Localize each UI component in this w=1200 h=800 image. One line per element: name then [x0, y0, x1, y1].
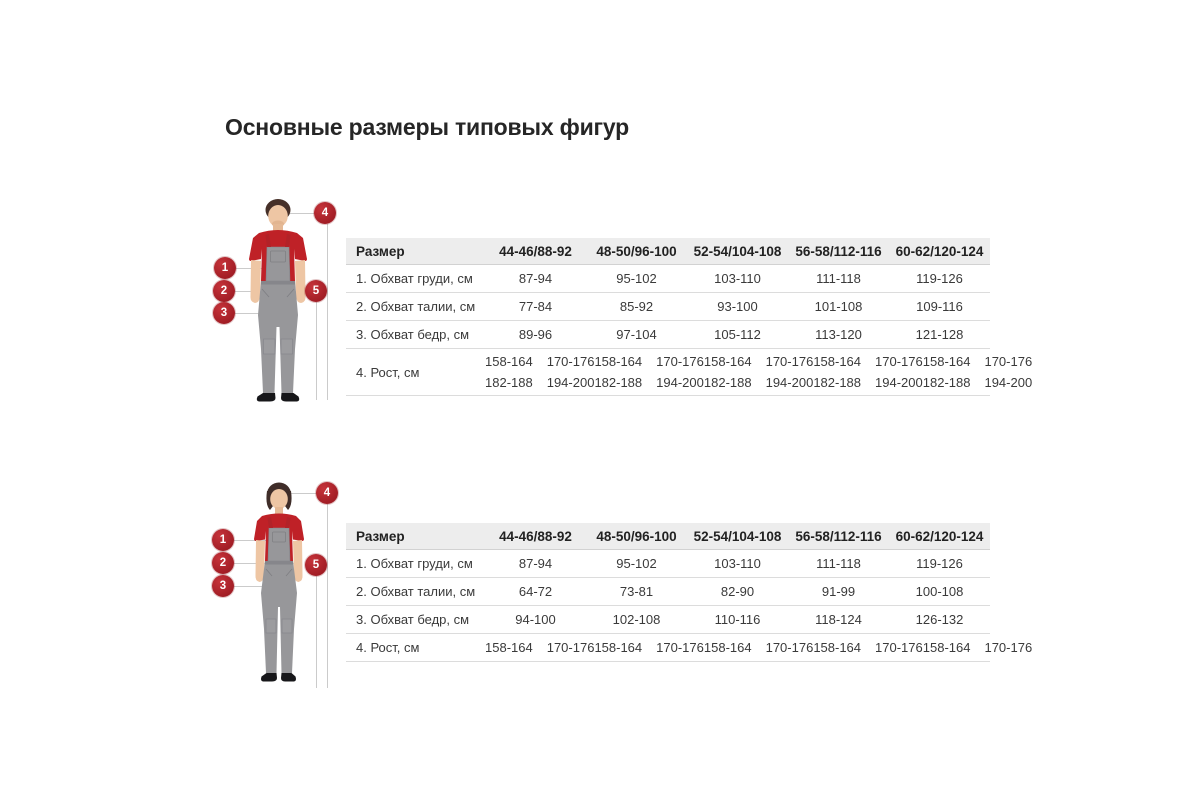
table-row: [346, 606, 990, 634]
row-label: 3. Обхват бедр, см: [356, 327, 470, 342]
marker-3-female-label: 3: [219, 580, 227, 592]
size-table-female: [346, 523, 1033, 662]
table-cell: 73-81: [619, 584, 654, 599]
table-cell: 105-112: [714, 327, 761, 342]
table-cell: 119-126: [916, 556, 963, 571]
table-cell: 111-118: [816, 556, 861, 571]
table-cell: 91-99: [821, 584, 856, 599]
table-cell: 111-118: [816, 271, 861, 286]
table-cell: 95-102: [616, 271, 657, 286]
row-label: 1. Обхват груди, см: [356, 556, 473, 571]
table-cell: 87-94: [518, 556, 553, 571]
marker-1-female: [212, 529, 234, 551]
marker-1-male-label: 1: [221, 262, 229, 274]
marker-5-male-label: 5: [312, 285, 320, 297]
size-table-male: [346, 238, 1033, 396]
table-row: [346, 578, 990, 606]
table-cell: 158-164 170-176 182-188 194-200: [813, 354, 923, 390]
marker-2-male: [213, 280, 235, 302]
table-row: [346, 550, 990, 578]
column-header: 48-50/96-100: [596, 528, 677, 544]
measure-line-height-vertical-male: [327, 224, 328, 400]
table-cell: 77-84: [518, 299, 553, 314]
marker-2-female: [212, 552, 234, 574]
table-row: [346, 321, 990, 349]
row-label: 4. Рост, см: [356, 364, 420, 380]
size-table-male-header: [346, 238, 990, 265]
marker-4-female-label: 4: [323, 487, 331, 499]
table-cell: 158-164 170-176: [703, 640, 814, 655]
table-cell: 85-92: [619, 299, 654, 314]
marker-2-male-label: 2: [220, 285, 228, 297]
table-cell: 103-110: [714, 271, 761, 286]
column-header: 60-62/120-124: [895, 243, 984, 259]
table-cell: 121-128: [915, 327, 964, 342]
table-cell: 100-108: [915, 584, 964, 599]
marker-3-female: [212, 575, 234, 597]
table-cell: 94-100: [515, 612, 556, 627]
table-row: [346, 634, 1033, 662]
marker-5-female: [305, 554, 327, 576]
table-row: [346, 293, 990, 321]
table-cell: 113-120: [815, 327, 862, 342]
table-cell: 158-164 170-176: [922, 640, 1033, 655]
column-header: 60-62/120-124: [895, 528, 984, 544]
female-figure-illustration: [239, 481, 319, 683]
size-table-female-header: [346, 523, 990, 550]
row-label: 4. Рост, см: [356, 640, 420, 655]
table-cell: 87-94: [518, 271, 553, 286]
row-label: 2. Обхват талии, см: [356, 299, 476, 314]
table-cell: 93-100: [717, 299, 758, 314]
marker-4-male: [314, 202, 336, 224]
marker-1-female-label: 1: [219, 534, 227, 546]
table-cell: 95-102: [616, 556, 657, 571]
table-cell: 126-132: [915, 612, 964, 627]
table-cell: 109-116: [916, 299, 963, 314]
column-header: Размер: [356, 528, 405, 544]
table-cell: 103-110: [714, 556, 761, 571]
column-header: 56-58/112-116: [795, 243, 882, 259]
column-header: 56-58/112-116: [795, 528, 882, 544]
table-cell: 158-164 170-176 182-188 194-200: [485, 354, 595, 390]
table-cell: 158-164 170-176 182-188 194-200: [703, 354, 814, 390]
marker-3-male: [213, 302, 235, 324]
table-row: [346, 265, 990, 293]
column-header: Размер: [356, 243, 405, 259]
marker-4-male-label: 4: [321, 207, 329, 219]
table-cell: 118-124: [815, 612, 862, 627]
measure-line-height-vertical-female: [327, 504, 328, 688]
table-cell: 82-90: [720, 584, 755, 599]
table-cell: 158-164 170-176: [594, 640, 704, 655]
column-header: 44-46/88-92: [499, 243, 572, 259]
table-cell: 110-116: [714, 612, 761, 627]
table-cell: 64-72: [518, 584, 553, 599]
column-header: 48-50/96-100: [596, 243, 677, 259]
page-title: Основные размеры типовых фигур: [225, 114, 630, 140]
column-header: 44-46/88-92: [499, 528, 572, 544]
table-cell: 101-108: [814, 299, 863, 314]
marker-5-male: [305, 280, 327, 302]
table-cell: 158-164 170-176: [813, 640, 923, 655]
marker-2-female-label: 2: [219, 557, 227, 569]
row-label: 1. Обхват груди, см: [356, 271, 473, 286]
table-cell: 89-96: [518, 327, 553, 342]
table-cell: 158-164 170-176: [485, 640, 595, 655]
row-label: 3. Обхват бедр, см: [356, 612, 470, 627]
row-label: 2. Обхват талии, см: [356, 584, 476, 599]
table-cell: 158-164 170-176 182-188 194-200: [922, 354, 1033, 390]
table-cell: 102-108: [612, 612, 661, 627]
marker-3-male-label: 3: [220, 307, 228, 319]
table-cell: 158-164 170-176 182-188 194-200: [594, 354, 704, 390]
table-cell: 119-126: [916, 271, 963, 286]
table-cell: 97-104: [616, 327, 657, 342]
marker-4-female: [316, 482, 338, 504]
marker-5-female-label: 5: [312, 559, 320, 571]
table-row: [346, 349, 1033, 396]
marker-1-male: [214, 257, 236, 279]
column-header: 52-54/104-108: [693, 528, 782, 544]
column-header: 52-54/104-108: [693, 243, 782, 259]
